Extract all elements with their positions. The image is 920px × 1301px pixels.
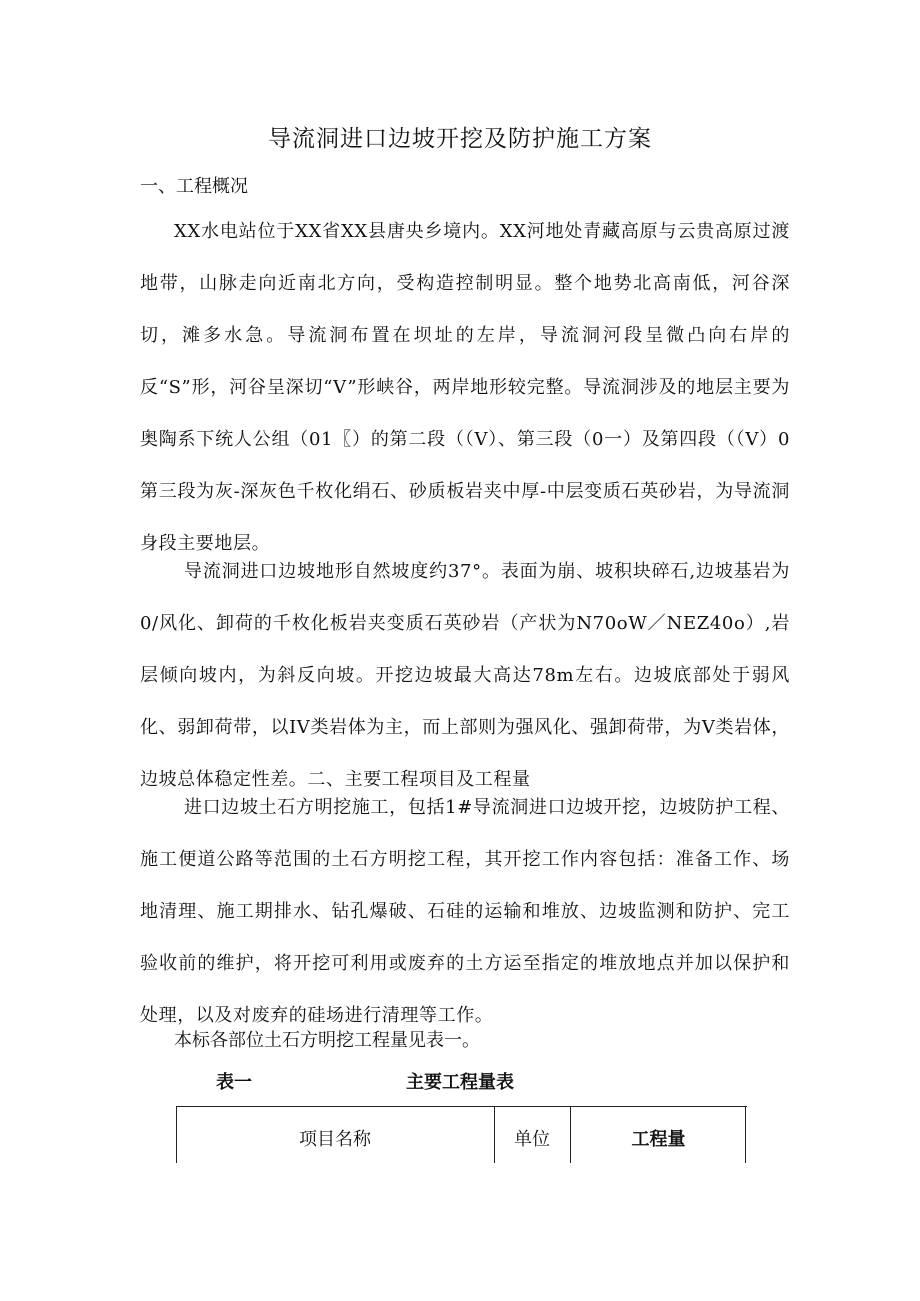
table-caption-title: 主要工程量表 bbox=[406, 1072, 514, 1093]
paragraph-site-overview: XX水电站位于XX省XX县唐央乡境内。XX河地处青藏高原与云贵高原过渡地带，山脉走向近南北方向，受构造控制明显。整个地势北高南低，河谷深切，滩多水急。导流洞布置在坝址的左岸，导流洞河段呈微凸向右岸的反“S”形，河谷呈深切“V”形峡谷，两岸地形较完整。导流洞涉及的地层主要为奥陶系下统人公组（01〖）的第二段（（V）、第三段（0一）及第四段（（V）0第三段为灰-深灰色千枚化绢石、砂质板岩夹中厚-中层变质石英砂岩，为导流洞身段主要地层。 bbox=[140, 221, 790, 554]
quantities-table bbox=[176, 1106, 747, 1163]
table-caption-label: 表一 bbox=[216, 1072, 252, 1093]
table-header-quantity: 工程量 bbox=[631, 1129, 686, 1150]
section-heading-overview: 一、工程概况 bbox=[140, 176, 248, 197]
paragraph-slope-description: 导流洞进口边坡地形自然坡度约37°。表面为崩、坡积块碎石,边坡基岩为0/风化、卸荷的千枚化板岩夹变质石英砂岩（产状为N70oW／NEZ40o）,岩层倾向坡内，为斜反向坡。开挖边坡最大高达78m左右。边坡底部处于弱风化、弱卸荷带，以IV类岩体为主，而上部则为强风化、强卸荷带，为V类岩体，边坡总体稳定性差。二、主要工程项目及工程量 bbox=[140, 561, 790, 790]
page-title: 导流洞进口边坡开挖及防护施工方案 bbox=[268, 126, 652, 152]
table-header-item-name: 项目名称 bbox=[299, 1129, 371, 1150]
table-reference-note: 本标各部位土石方明挖工程量见表一。 bbox=[174, 1030, 480, 1051]
table-header-unit: 单位 bbox=[514, 1129, 550, 1150]
paragraph-excavation-scope: 进口边坡土石方明挖施工，包括1#导流洞进口边坡开挖，边坡防护工程、施工便道公路等范围的土石方明挖工程，其开挖工作内容包括：准备工作、场地清理、施工期排水、钻孔爆破、石硅的运输和堆放、边坡监测和防护、完工验收前的维护，将开挖可利用或废弃的土方运至指定的堆放地点并加以保护和处理，以及对废弃的硅场进行清理等工作。 bbox=[140, 797, 790, 1026]
